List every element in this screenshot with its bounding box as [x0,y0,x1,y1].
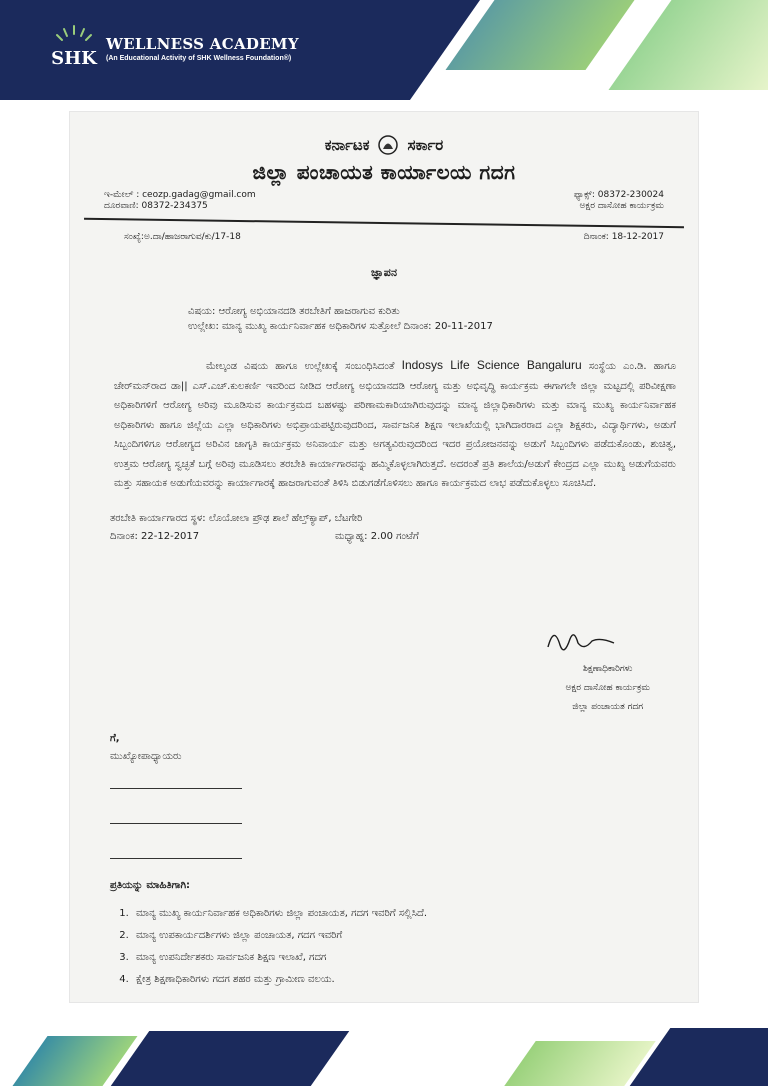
event-date: ದಿನಾಂಕ: 22-12-2017 [110,530,200,542]
sign-line-1: ಶಿಕ್ಷಣಾಧಿಕಾರಿಗಳು [582,664,633,674]
reference-row [124,230,664,248]
dept-line: ಅಕ್ಷರ ದಾಸೋಹ ಕಾರ್ಯಕ್ರಮ [579,201,664,211]
fax-line: ಫ್ಯಾಕ್ಸ್: 08372-230024 [573,190,664,200]
gov-sarkara: ಸರ್ಕಾರ [407,136,444,154]
state-emblem-icon [377,134,399,156]
copy-item: 2. ಮಾನ್ಯ ಉಪಕಾರ್ಯದರ್ಶಿಗಳು ಜಿಲ್ಲಾ ಪಂಚಾಯತ, ಗದಗ ಇವರಿಗೆ [132,925,427,947]
event-time: ಮಧ್ಯಾಹ್ನ: 2.00 ಗಂಟೆಗೆ [335,530,419,542]
copy-item: 1. ಮಾನ್ಯ ಮುಖ್ಯ ಕಾರ್ಯನಿರ್ವಾಹಕ ಅಧಿಕಾರಿಗಳು ಜಿಲ್ಲಾ ಪಂಚಾಯತ, ಗದಗ ಇವರಿಗೆ ಸಲ್ಲಿಸಿದೆ. [132,903,427,925]
body-rest: ಸಂಸ್ಥೆಯ ಎಂ.ಡಿ. ಹಾಗೂ ಚೇರ್‌ಮನ್‌ರಾದ ಡಾ|| ಎಸ್.ಎಚ್.ಕುಲಕರ್ಣಿ ಇವರಿಂದ ನೀಡಿದ ಆರೋಗ್ಯ ಅಭಿಯಾನದಡಿ ಆರೋಗ್ಯ ಮತ್ತು ಅಭಿವೃದ್ಧಿ ಕಾರ್ಯಕ್ರಮ ಈಗಾಗಲೇ ಜಿಲ್ಲಾ ಮಟ್ಟದಲ್ಲಿ ಪರಿವೀಕ್ಷಣಾ ಅಧಿಕಾರಿಗಳಿಗೆ ಆರೋಗ್ಯ ಅರಿವು ಮೂಡಿಸುವ ಕಾರ್ಯಕ್ರಮದ ಬಹಳಷ್ಟು ಪರಿಣಾಮಕಾರಿಯಾಗಿರುವುದನ್ನು ಮಾನ್ಯ ಜಿಲ್ಲಾಧಿಕಾರಿಗಳು ಮತ್ತು ಮಾನ್ಯ ಮುಖ್ಯ ಕಾರ್ಯನಿರ್ವಾಹಕ ಅಧಿಕಾರಿಗಳು ಹಾಗೂ ಜಿಲ್ಲೆಯ ಎಲ್ಲಾ ಅಧಿಕಾರಿಗಳು ಅಭಿಪ್ರಾಯಪಟ್ಟಿರುವುದರಿಂದ, ಸಾರ್ವಜನಿಕ ಶಿಕ್ಷಣ ಇಲಾಖೆಯಲ್ಲಿ ಭಾಗಿದಾರರಾದ ಎಲ್ಲಾ ಶಿಕ್ಷಕರು, ವಿದ್ಯಾರ್ಥಿಗಳು, ಅಡುಗೆ ಸಿಬ್ಬಂದಿಗಳಿಗೂ ಆರೋಗ್ಯದ ಅರಿವಿನ ಜಾಗೃತಿ ಕಾರ್ಯಕ್ರಮ ಅನಿವಾರ್ಯ ಮತ್ತು ಅಗತ್ಯವಿರುವುದರಿಂದ ಇದರ ಪ್ರಯೋಜನವನ್ನು ಅಡುಗೆ ಸಿಬ್ಬಂದಿಗಳು ಪಡೆದುಕೊಂಡು, ಶುಚಿತ್ವ, ಉತ್ತಮ ಆರೋಗ್ಯ ಸ್ವಚ್ಛತೆ ಬಗ್ಗೆ ಅರಿವು ಮೂಡಿಸಲು ತರಬೇತಿ ಕಾರ್ಯಾಗಾರವನ್ನು ಹಮ್ಮಿಕೊಳ್ಳಲಾಗಿರುತ್ತದೆ. ಅದರಂತೆ ಪ್ರತಿ ಶಾಲೆಯ/ಅಡುಗೆ ಕೇಂದ್ರದ ಎಲ್ಲಾ ಮುಖ್ಯ ಅಡುಗೆಯವರು ಮತ್ತು ಸಹಾಯಕ ಅಡುಗೆಯವರನ್ನು ಕಾರ್ಯಾಗಾರಕ್ಕೆ ಹಾಜರಾಗುವಂತೆ ತಿಳಿಸಿ ಬಿಡುಗಡೆಗೊಳಿಸಲು ಹಾಗೂ ಕಾರ್ಯಕ್ರಮದ ಲಾಭ ಪಡೆದುಕೊಳ್ಳಲು ಸೂಚಿಸಿದೆ. [114,361,676,489]
signatory [565,660,650,717]
phone-line: ದೂರವಾಣಿ: 08372-234375 [104,201,208,211]
letter-body [114,356,676,494]
letter-date: ದಿನಾಂಕ: 18-12-2017 [583,232,664,242]
venue-line: ತರಬೇತಿ ಕಾರ್ಯಾಗಾರದ ಸ್ಥಳ: ಲೊಯೋಲಾ ಪ್ರೌಢ ಶಾಲೆ ಹೆಲ್ತ್‌ಕ್ಯಾಪ್, ಬೆಟಗೇರಿ [110,512,363,524]
brand-subtitle: (An Educational Activity of SHK Wellness Foundation®) [106,54,292,62]
gov-karnataka: ಕರ್ನಾಟಕ [324,136,370,154]
svg-text:SHK: SHK [51,48,97,69]
brand-title: WELLNESS ACADEMY [106,34,299,53]
blank-line [110,858,242,859]
footer-stripe [111,1031,350,1086]
subject-block [188,304,698,334]
scanned-letter [70,112,698,1002]
blank-line [110,823,242,824]
letterhead [70,134,698,184]
venue-block [110,510,678,548]
footer-banner [0,1026,768,1086]
copy-item: 4. ಕ್ಷೇತ್ರ ಶಿಕ್ಷಣಾಧಿಕಾರಿಗಳು ಗದಗ ಶಹರ ಮತ್ತು ಗ್ರಾಮೀಣ ವಲಯ. [132,969,427,991]
copies-heading: ಪ್ರತಿಯನ್ನು ಮಾಹಿತಿಗಾಗಿ: [110,880,191,891]
to-label: ಗೆ, [110,733,120,744]
body-lead: ಮೇಲ್ಕಂಡ ವಿಷಯ ಹಾಗೂ ಉಲ್ಲೇಖಕ್ಕೆ ಸಂಬಂಧಿಸಿದಂತೆ [206,361,395,372]
footer-stripe [630,1028,768,1086]
header-teal-stripe [445,0,634,70]
contact-details [104,190,664,220]
copy-item: 3. ಮಾನ್ಯ ಉಪನಿರ್ದೇಶಕರು ಸಾರ್ವಜನಿಕ ಶಿಕ್ಷಣ ಇಲಾಖೆ, ಗದಗ [132,947,427,969]
copies-block [110,880,427,991]
office-name: ಜಿಲ್ಲಾ ಪಂಚಾಯತ ಕಾರ್ಯಾಲಯ ಗದಗ [252,160,516,184]
to-role: ಮುಖ್ಯೋಪಾಧ್ಯಾಯರು [110,751,182,762]
ref-number: ಸಂಖ್ಯೆ:ಅ.ದಾ/ಹಾಜರಾಗುವ/ಕು/17-18 [124,232,241,242]
header-green-stripe [608,0,768,90]
notice-title: ಜ್ಞಾಪನ [371,266,397,279]
subject-line: ವಿಷಯ: ಆರೋಗ್ಯ ಅಭಿಯಾನದಡಿ ತರಬೇತಿಗೆ ಹಾಜರಾಗುವ ಕುರಿತು [188,306,400,317]
reference-line: ಉಲ್ಲೇಖ: ಮಾನ್ಯ ಮುಖ್ಯ ಕಾರ್ಯನಿರ್ವಾಹಕ ಅಧಿಕಾರಿಗಳ ಸುತ್ತೋಲೆ ದಿನಾಂಕ: 20-11-2017 [188,321,493,332]
brand-logo [48,22,299,74]
shk-logo-icon [48,22,100,74]
recipient-block [110,730,182,766]
blank-line [110,788,242,789]
header-banner [0,0,768,110]
body-company: Indosys Life Science Bangaluru [401,358,582,372]
sign-line-3: ಜಿಲ್ಲಾ ಪಂಚಾಯತ ಗದಗ [572,702,644,712]
sign-line-2: ಅಕ್ಷರ ದಾಸೋಹ ಕಾರ್ಯಕ್ರಮ [565,683,650,693]
email-line: ಇ-ಮೇಲ್ : ceozp.gadag@gmail.com [104,190,256,200]
